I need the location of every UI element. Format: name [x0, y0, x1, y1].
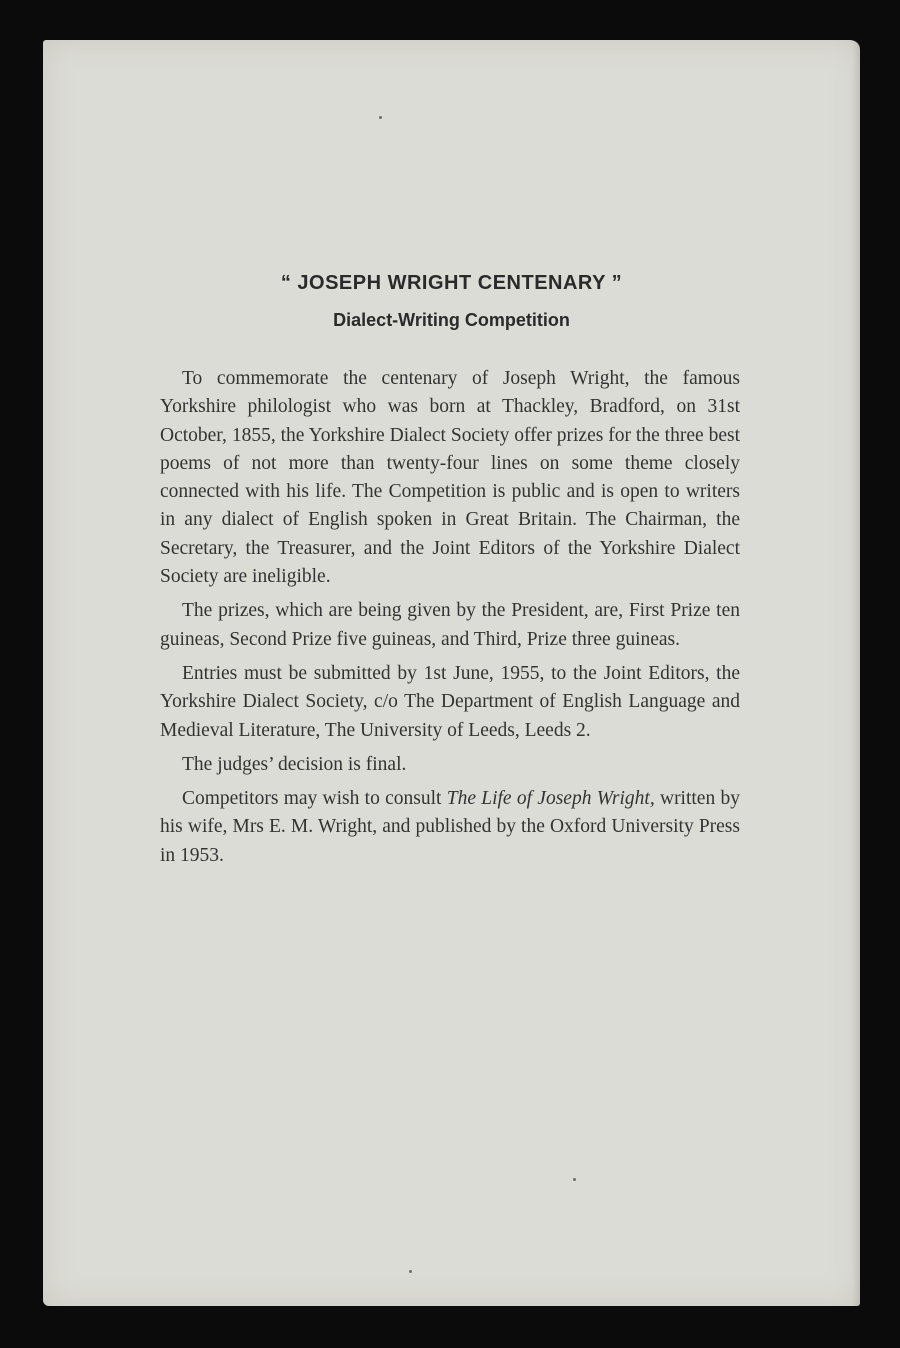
paper-speck [573, 1178, 576, 1181]
paragraph-reference [160, 785, 740, 870]
reference-text-after: written by his wife, Mrs E. M. Wright, and published by the Oxford University Press in 1953. [160, 788, 740, 866]
paragraph-judges: The judges’ decision is final. [182, 753, 407, 775]
document-body [160, 365, 740, 876]
document-page [43, 40, 860, 1306]
book-title: The Life of Joseph Wright, [446, 788, 655, 810]
document-title: “ JOSEPH WRIGHT CENTENARY ” [280, 272, 623, 294]
document-subtitle: Dialect-Writing Competition [333, 310, 570, 330]
paragraph-prizes: The prizes, which are being given by the President, are, First Prize ten guineas, Second Prize five guineas, and Third, Prize three guineas. [160, 600, 740, 650]
paper-speck [379, 116, 382, 119]
paragraph-entries: Entries must be submitted by 1st June, 1955, to the Joint Editors, the Yorkshire Dialect Society, c/o The Department of English Language and Medieval Literature, The University of Leeds, Leeds 2. [160, 662, 740, 741]
reference-text-before: Competitors may wish to consult [182, 788, 447, 810]
paragraph-announcement: To commemorate the centenary of Joseph Wright, the famous Yorkshire philologist who was born at Thackley, Bradford, on 31st October, 1855, the Yorkshire Dialect Society offer prizes for the three best poems of not more than twenty-four lines on some theme closely connected with his life. The Competition is public and is open to writers in any dialect of English spoken in Great Britain. The Chairman, the Secretary, the Treasurer, and the Joint Editors of the Yorkshire Dialect Society are ineligible. [160, 368, 740, 588]
paper-speck [409, 1270, 412, 1273]
page-edge-shadow [852, 40, 860, 1306]
